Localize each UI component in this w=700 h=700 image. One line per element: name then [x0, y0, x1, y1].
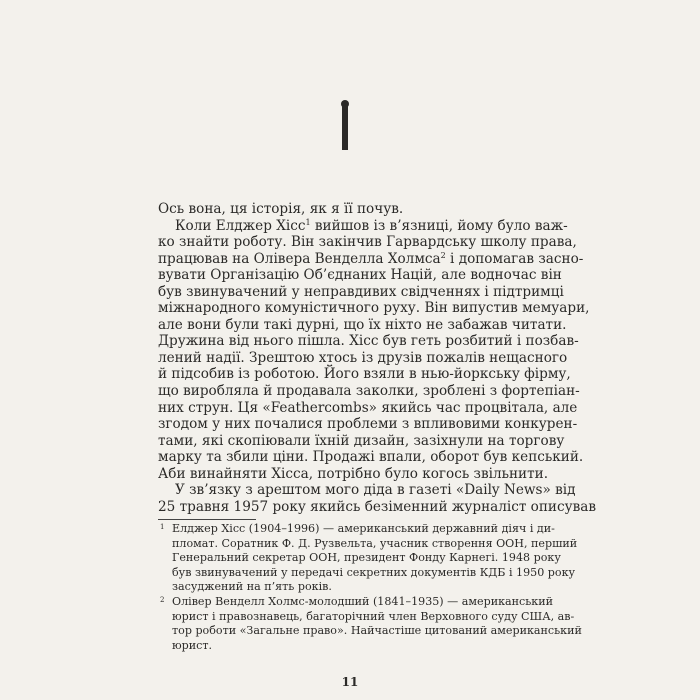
text-line: марку та збили ціни. Продажі впали, оборот був кепський.	[158, 449, 584, 466]
body-text	[158, 201, 597, 515]
numeral-stem	[342, 106, 348, 150]
text-line: них струн. Ця «Feathercombs» якийсь час процвітала, але	[158, 399, 578, 416]
text-line: Ось вона, ця історія, як я її почув.	[158, 201, 404, 217]
text-line: вувати Організацію Об’єднаних Націй, але водночас він	[158, 267, 562, 284]
footnote-line: був звинувачений у передачі секретних документів КДБ і 1950 року	[172, 565, 576, 579]
footnote-divider	[158, 519, 256, 520]
text-line: був звинувачений у неправдивих свідченнях і підтримці	[158, 283, 564, 300]
text-line: лений надії. Зрештою хтось із друзів пожалів нещасного	[158, 349, 568, 366]
paragraph	[158, 482, 597, 515]
text-line: згодом у них почалися проблеми з впливовими конкурен-	[158, 416, 578, 433]
page-number: 11	[341, 675, 359, 689]
text-line: але вони були такі дурні, що їх ніхто не забажав читати.	[158, 316, 567, 333]
footnote-line: Олівер Венделл Холмс-молодший (1841–1935) — американський	[172, 594, 554, 608]
text-line: 25 травня 1957 року якийсь безіменний журналіст описував	[158, 498, 597, 515]
footnote-ref[interactable]: 2	[440, 250, 446, 260]
text-line: й підсобив із роботою. Його взяли в нью-йоркську фірму,	[158, 366, 571, 383]
footnote-line: засуджений на п’ять років.	[172, 580, 332, 594]
footnote-mark: 1	[160, 523, 165, 531]
footnotes	[158, 522, 582, 653]
paragraph	[158, 217, 590, 483]
footnote-line: Елджер Хісс (1904–1996) — американський державний діяч і ди-	[172, 522, 555, 535]
text-line: Коли Елджер Хісс$^1$ вийшов із в’язниці, йому було важ-	[175, 217, 568, 234]
footnote-line: юрист.	[172, 638, 213, 652]
chapter-numeral	[341, 100, 349, 150]
text-line: Дружина від нього пішла. Хісс був геть розбитий і позбав-	[158, 333, 579, 350]
footnote-mark: 2	[160, 595, 165, 604]
footnote-ref[interactable]: 1	[305, 217, 311, 227]
footnote-line: тор роботи «Загальне право». Найчастіше цитований американський	[172, 624, 582, 638]
footnote	[158, 594, 582, 653]
paragraph	[158, 201, 542, 218]
footnote-line: Генеральний секретар ООН, президент Фонду Карнегі. 1948 року	[172, 551, 561, 565]
text-line: тами, які скопіювали їхній дизайн, зазіхнули на торгову	[158, 432, 565, 449]
text-line: ко знайти роботу. Він закінчив Гарвардську школу права,	[158, 234, 577, 251]
footnote-line: пломат. Соратник Ф. Д. Рузвельта, учасник створення ООН, перший	[172, 536, 578, 550]
text-line: що виробляла й продавала заколки, зроблені з фортепіан-	[158, 383, 580, 400]
text-line: Аби винайняти Хісса, потрібно було когось звільнити.	[158, 465, 549, 482]
text-line: працював на Олівера Венделла Холмса$^2$ і допомагав засно-	[158, 250, 584, 267]
footnote	[158, 522, 578, 595]
text-line: У зв’язку з арештом мого діда в газеті «Daily News» від	[175, 482, 576, 499]
text-line: міжнародного комуністичного руху. Він випустив мемуари,	[158, 300, 590, 317]
footnote-line: юрист і правознавець, багаторічний член Верховного суду США, ав-	[172, 609, 575, 623]
